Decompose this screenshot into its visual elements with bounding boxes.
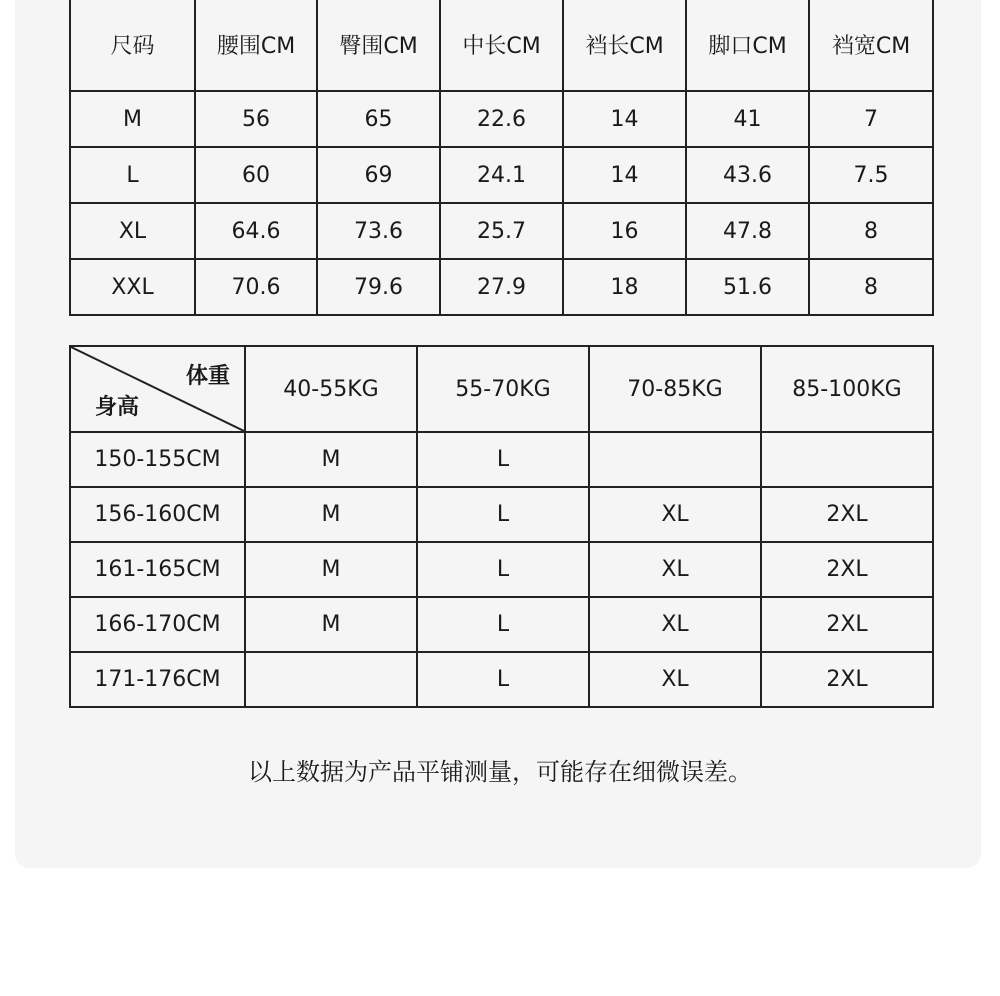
table-cell: 2XL	[761, 487, 933, 542]
table-cell: 70.6	[195, 259, 317, 315]
table-cell: 14	[563, 147, 686, 203]
header-cell-crotch-width: 裆宽CM	[809, 0, 933, 91]
table-cell: M	[70, 91, 195, 147]
table-cell: L	[417, 652, 589, 707]
diagonal-corner-cell	[70, 346, 245, 432]
table-cell: XL	[70, 203, 195, 259]
table-cell: 16	[563, 203, 686, 259]
height-range-cell: 161-165CM	[70, 542, 245, 597]
header-cell-weight-range: 70-85KG	[589, 346, 761, 432]
corner-label-weight: 体重	[185, 364, 230, 389]
table-cell: XL	[589, 542, 761, 597]
table-row	[70, 203, 933, 259]
header-cell-hem: 脚口CM	[686, 0, 809, 91]
table-cell: M	[245, 432, 417, 487]
table-cell: L	[417, 432, 589, 487]
table-cell: L	[417, 542, 589, 597]
table-row	[70, 91, 933, 147]
table-cell: 7.5	[809, 147, 933, 203]
size-recommendation-table	[69, 345, 934, 708]
table-cell: 8	[809, 203, 933, 259]
header-cell-weight-range: 85-100KG	[761, 346, 933, 432]
table-cell: XXL	[70, 259, 195, 315]
table-cell: 27.9	[440, 259, 563, 315]
table-cell	[761, 432, 933, 487]
table-cell: 47.8	[686, 203, 809, 259]
table-cell: 79.6	[317, 259, 440, 315]
table-cell: 7	[809, 91, 933, 147]
table-row	[70, 147, 933, 203]
table-cell: 18	[563, 259, 686, 315]
corner-label-height: 身高	[95, 395, 140, 420]
table-cell: M	[245, 487, 417, 542]
table-row	[70, 542, 933, 597]
height-range-cell: 171-176CM	[70, 652, 245, 707]
table-cell: M	[245, 542, 417, 597]
header-cell-length: 中长CM	[440, 0, 563, 91]
table-cell: M	[245, 597, 417, 652]
header-cell-hip: 臀围CM	[317, 0, 440, 91]
height-range-cell: 156-160CM	[70, 487, 245, 542]
table-cell	[245, 652, 417, 707]
table-cell: 43.6	[686, 147, 809, 203]
header-cell-rise: 裆长CM	[563, 0, 686, 91]
table-row	[70, 432, 933, 487]
table-cell: 2XL	[761, 542, 933, 597]
size-measurement-table	[69, 0, 934, 316]
table-cell: 8	[809, 259, 933, 315]
table-cell: XL	[589, 652, 761, 707]
table-cell: L	[417, 597, 589, 652]
table-cell: 65	[317, 91, 440, 147]
table-cell: 69	[317, 147, 440, 203]
height-range-cell: 150-155CM	[70, 432, 245, 487]
table-row	[70, 259, 933, 315]
header-cell-size: 尺码	[70, 0, 195, 91]
table-row	[70, 652, 933, 707]
table-cell: L	[70, 147, 195, 203]
table-row	[70, 597, 933, 652]
table-cell: 41	[686, 91, 809, 147]
table-cell: 64.6	[195, 203, 317, 259]
table-cell: 51.6	[686, 259, 809, 315]
size-table-header-row	[70, 0, 933, 91]
table-cell: 56	[195, 91, 317, 147]
measurement-note: 以上数据为产品平铺测量，可能存在细微误差。	[248, 758, 752, 786]
header-cell-weight-range: 55-70KG	[417, 346, 589, 432]
table-cell: 24.1	[440, 147, 563, 203]
table-cell: 2XL	[761, 597, 933, 652]
table-cell: 2XL	[761, 652, 933, 707]
header-cell-weight-range: 40-55KG	[245, 346, 417, 432]
height-range-cell: 166-170CM	[70, 597, 245, 652]
table-cell: 14	[563, 91, 686, 147]
header-cell-waist: 腰围CM	[195, 0, 317, 91]
table-cell: XL	[589, 487, 761, 542]
table-cell	[589, 432, 761, 487]
recommend-table-header-row	[70, 346, 933, 432]
table-cell: 22.6	[440, 91, 563, 147]
table-cell: 73.6	[317, 203, 440, 259]
table-row	[70, 487, 933, 542]
table-cell: 25.7	[440, 203, 563, 259]
table-cell: 60	[195, 147, 317, 203]
table-cell: XL	[589, 597, 761, 652]
table-cell: L	[417, 487, 589, 542]
